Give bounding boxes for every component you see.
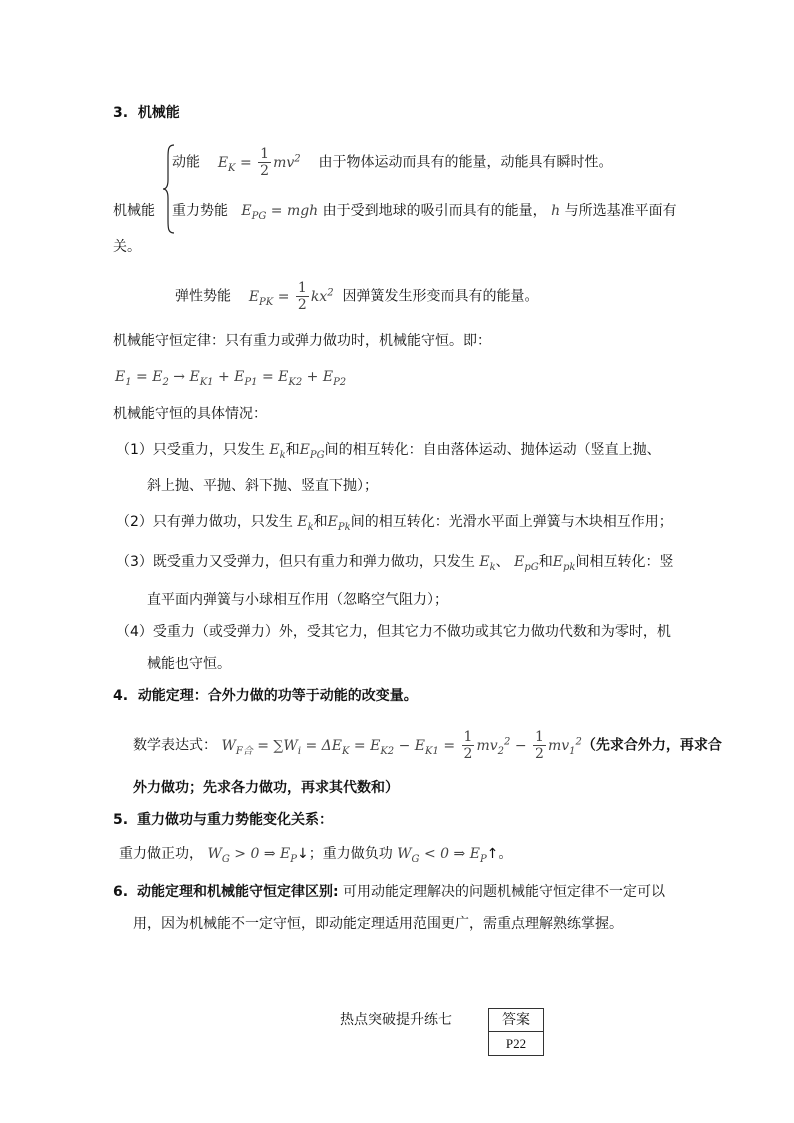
section-6-text: 可用动能定理解决的问题机械能守恒定律不一定可以 <box>343 884 666 900</box>
case-1-line-2: 斜上抛、平抛、斜下抛、竖直下抛）； <box>147 478 378 494</box>
section-number: 6. <box>113 884 129 900</box>
negative-work-formula: $W_G < 0$ ⇒ $E_P$ <box>397 846 487 865</box>
kinetic-energy-line <box>172 146 612 181</box>
arrow-down-icon: ↓ <box>296 846 309 862</box>
case-3-line-2: 直平面内弹簧与小球相互作用（忽略空气阻力）； <box>147 592 448 608</box>
kinetic-label: 动能 <box>172 154 200 171</box>
mechanical-energy-label: 机械能 <box>113 203 155 219</box>
case-text: 间相互转化：竖 <box>575 554 674 570</box>
section-title: 重力做功与重力势能变化关系： <box>136 812 333 828</box>
epk-symbol: $E_{pk}$ <box>552 554 576 573</box>
case-text: 间的相互转化：自由落体运动、抛体运动（竖直上抛、 <box>324 442 661 458</box>
case-4-line-2: 械能也守恒。 <box>147 656 231 672</box>
case-3 <box>116 552 673 578</box>
ek-symbol: $E_k$ <box>297 514 314 533</box>
elastic-pe-label: 弹性势能 <box>175 288 231 305</box>
section-title: 动能定理：合外力做的功等于动能的改变量。 <box>137 688 418 704</box>
answer-box <box>488 1008 544 1056</box>
elastic-pe-formula: $E_{PK}$ = $\frac{1}{2}$ $kx^2$ <box>248 280 334 314</box>
section-5-heading <box>113 810 333 830</box>
case-text: 和 <box>285 442 300 458</box>
case-text: 只受重力，只发生 <box>152 442 265 458</box>
elastic-pe-line <box>175 280 538 315</box>
gravity-pe-line <box>172 201 677 227</box>
case-text: 既受重力又受弹力，但只有重力和弹力做功，只发生 <box>152 554 475 570</box>
case-text: 间的相互转化：光滑水平面上弹簧与木块相互作用； <box>350 514 673 530</box>
answer-label: 答案 <box>489 1009 543 1032</box>
case-text: 和 <box>538 554 553 570</box>
section-number: 5. <box>113 812 129 828</box>
epk-symbol: $E_{Pk}$ <box>327 514 351 533</box>
conservation-formula: $E_1 = E_2 \to E_{K1} + E_{P1} = E_{K2} + E_{P2}$ <box>115 369 347 388</box>
gravity-pe-desc2: 与所选基准平面有 <box>564 203 677 219</box>
section-6-line-2: 用，因为机械能不一定守恒，即动能定理适用范围更广，需重点理解熟练掌握。 <box>133 916 623 932</box>
case-number: （1） <box>116 442 153 458</box>
relation-text: ；重力做负功 <box>308 846 393 862</box>
section-title: 动能定理和机械能守恒定律区别: <box>136 884 339 900</box>
case-number: （3） <box>116 554 153 570</box>
conservation-law: 机械能守恒定律：只有重力或弹力做功时，机械能守恒。即： <box>113 333 491 349</box>
section-6 <box>113 882 665 902</box>
positive-work-formula: $W_G > 0$ ⇒ $E_P$ <box>207 846 297 865</box>
work-energy-formula: $W_{F合} = \sum W_i = \Delta E_K = E_{K2} - E_{K1}$ = $\frac{1}{2}$ $mv_2^2$ − $\frac{1}{2}$ $mv_1^2$ <box>221 729 582 763</box>
section-3-heading <box>113 103 180 123</box>
case-number: （2） <box>116 514 153 530</box>
case-2 <box>116 512 673 538</box>
gravity-pe-formula: $E_{PG}$ = mgh <box>241 203 319 222</box>
work-energy-expression <box>133 728 722 765</box>
case-1 <box>116 440 661 466</box>
elastic-pe-desc: 因弹簧发生形变而具有的能量。 <box>342 288 539 305</box>
gravity-pe-desc3: 关。 <box>113 239 141 255</box>
section-title: 机械能 <box>137 105 180 121</box>
relation-text: 。 <box>498 846 513 862</box>
case-text: 受重力（或受弹力）外，受其它力，但其它力不做功或其它力做功代数和为零时，机 <box>152 624 671 640</box>
kinetic-formula: $E_K$ = $\frac{1}{2}$ $mv^2$ <box>217 146 301 180</box>
section-4-note: （先求合外力，再求合 <box>581 737 722 754</box>
arrow-up-icon: ↑ <box>486 846 499 862</box>
section-number: 3. <box>113 105 129 121</box>
specific-cases-title: 机械能守恒的具体情况： <box>113 406 267 422</box>
epg-symbol: $E_{PG}$ <box>299 442 325 461</box>
kinetic-desc: 由于物体运动而具有的能量，动能具有瞬时性。 <box>318 154 613 171</box>
section-4-note-2: 外力做功；先求各力做功，再求其代数和） <box>133 780 399 796</box>
height-symbol: h <box>551 203 561 219</box>
case-number: （4） <box>116 624 153 640</box>
answer-page: P22 <box>505 1036 527 1051</box>
gravity-pe-label: 重力势能 <box>172 203 228 219</box>
gravity-pe-desc: 由于受到地球的吸引而具有的能量， <box>322 203 547 219</box>
footer-title: 热点突破提升练七 <box>340 1012 452 1028</box>
relation-text: 重力做正功， <box>119 846 203 862</box>
epg-symbol: $E_{pG}$ <box>514 554 539 573</box>
case-text: 、 <box>495 554 510 570</box>
case-4 <box>116 622 671 642</box>
expression-label: 数学表达式： <box>133 737 217 754</box>
ek-symbol: $E_k$ <box>269 442 286 461</box>
section-4-heading <box>113 686 418 706</box>
case-text: 只有弹力做功，只发生 <box>152 514 293 530</box>
section-number: 4. <box>113 688 129 704</box>
gravity-work-relation <box>119 844 512 870</box>
ek-symbol: $E_k$ <box>479 554 496 573</box>
case-text: 和 <box>313 514 328 530</box>
